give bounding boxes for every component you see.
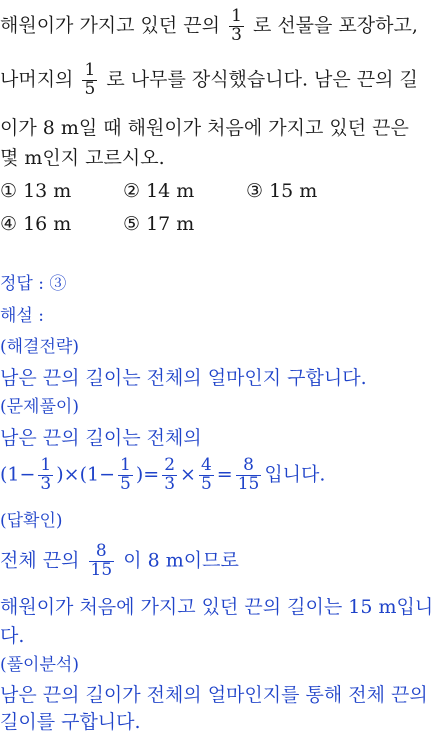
strategy-header: (해결전략): [0, 337, 79, 357]
fraction-denominator: 15: [237, 473, 260, 494]
question-text: 나머지의: [0, 68, 74, 91]
strategy-text: 남은 끈의 길이는 전체의 얼마인지 구합니다.: [0, 367, 367, 389]
option-4: ④ 16 m: [0, 213, 72, 235]
option-1: ① 13 m: [0, 180, 72, 202]
check-text: 전체 끈의: [0, 549, 80, 572]
question-text: 로 나무를 장식했습니다. 남은 끈의 길: [106, 68, 418, 91]
options-row-2: [0, 215, 246, 234]
option-5: ⑤ 17 m: [123, 213, 195, 235]
fraction-denominator: 15: [90, 559, 113, 580]
equation-line: [0, 457, 325, 494]
option-2: ② 14 m: [123, 180, 195, 202]
fraction-numerator: 4: [200, 455, 212, 475]
explanation-label: 해설 :: [0, 306, 44, 326]
check-line-2: 해원이가 처음에 가지고 있던 끈의 길이는 15 m입니: [0, 596, 433, 618]
fraction-denominator: 5: [200, 473, 212, 494]
analysis-header: (풀이분석): [0, 655, 79, 675]
eq-fraction: [162, 457, 177, 494]
answer-line: 정답 : ③: [0, 274, 67, 294]
solve-text: 남은 끈의 길이는 전체의: [0, 427, 202, 449]
options-row-1: [0, 182, 369, 201]
eq-text: )×(1−: [56, 463, 116, 486]
fraction-denominator: 5: [120, 473, 131, 494]
fraction-numerator: 1: [231, 6, 242, 26]
analysis-line-2: 길이를 구합니다.: [0, 711, 141, 733]
fraction-numerator: 8: [95, 541, 107, 561]
fraction-numerator: 8: [243, 455, 254, 475]
check-line-3: 다.: [0, 625, 25, 647]
eq-text: )=: [135, 463, 160, 486]
question-line-1: [0, 8, 418, 45]
check-text: 이 8 m이므로: [123, 549, 239, 572]
fraction-denominator: 3: [40, 473, 52, 494]
fraction-numerator: 1: [120, 455, 131, 475]
eq-fraction: [38, 457, 53, 494]
eq-text: 입니다.: [264, 463, 326, 486]
fraction-one-third: [229, 8, 244, 45]
fraction-one-fifth: [82, 62, 97, 99]
fraction-denominator: 3: [231, 24, 242, 45]
fraction-numerator: 2: [164, 455, 176, 475]
eq-text: ×: [180, 463, 196, 486]
fraction-denominator: 5: [84, 78, 96, 99]
eq-fraction: [199, 457, 214, 494]
eq-fraction: [236, 457, 262, 494]
eq-fraction: [118, 457, 133, 494]
fraction-eight-fifteenths: [89, 543, 115, 580]
check-header: (답확인): [0, 511, 63, 531]
question-line-4: 몇 m인지 고르시오.: [0, 147, 165, 169]
question-line-3: 이가 8 m일 때 해원이가 처음에 가지고 있던 끈은: [0, 117, 409, 139]
analysis-line-1: 남은 끈의 길이가 전체의 얼마인지를 통해 전체 끈의: [0, 684, 428, 706]
question-text: 로 선물을 포장하고,: [252, 14, 418, 37]
question-line-2: [0, 62, 418, 99]
fraction-numerator: 1: [40, 455, 52, 475]
option-3: ③ 15 m: [246, 180, 318, 202]
solve-header: (문제풀이): [0, 397, 79, 417]
fraction-denominator: 3: [164, 473, 176, 494]
check-line-1: [0, 543, 239, 580]
eq-text: =: [216, 463, 233, 486]
fraction-numerator: 1: [84, 60, 96, 80]
question-text: 해원이가 가지고 있던 끈의: [0, 14, 221, 37]
eq-text: (1−: [0, 463, 36, 486]
